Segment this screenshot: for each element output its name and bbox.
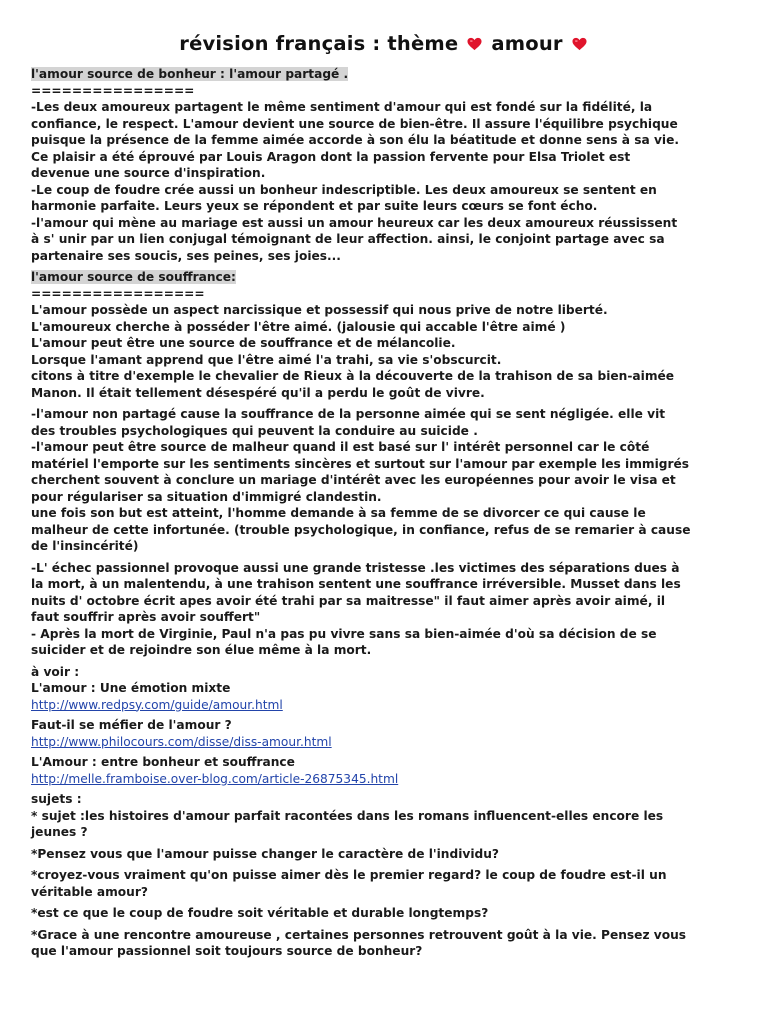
subject-item bbox=[31, 808, 743, 841]
subject-item bbox=[31, 905, 743, 922]
paragraph-line: - Après la mort de Virginie, Paul n'a pas pu vivre sans sa bien-aimée d'où sa décision de se bbox=[31, 626, 657, 641]
paragraph-line: confiance, le respect. L'amour devient une source de bien-être. Il assure l'équilibre psychique bbox=[31, 116, 678, 131]
subject-line: *Pensez vous que l'amour puisse changer le caractère de l'individu? bbox=[31, 846, 499, 861]
document-body bbox=[31, 66, 743, 960]
paragraph-line: harmonie parfaite. Leurs yeux se répondent et par suite leurs cœurs se font écho. bbox=[31, 199, 598, 213]
resource-item bbox=[31, 754, 743, 787]
section-heading-souffrance: l'amour source de souffrance: bbox=[31, 270, 236, 284]
resource-link[interactable]: http://www.philocours.com/disse/diss-amour.html bbox=[31, 734, 332, 749]
paragraph-line: partenaire ses soucis, ses peines, ses joies... bbox=[31, 248, 341, 263]
heart-icon bbox=[572, 37, 587, 51]
title-text-part2: amour bbox=[491, 32, 563, 55]
subject-item bbox=[31, 846, 743, 863]
paragraph-line: la mort, à un malentendu, à une trahison sentent une souffrance irréversible. Musset dans les bbox=[31, 577, 681, 591]
paragraph-line: -Le coup de foudre crée aussi un bonheur indescriptible. Les deux amoureux se sentent en bbox=[31, 182, 657, 197]
section-souffrance-text-b bbox=[31, 406, 743, 555]
subject-line: *Grace à une rencontre amoureuse , certaines personnes retrouvent goût à la vie. Pensez vous bbox=[31, 927, 687, 942]
paragraph-line: suicider et de rejoindre son élue même à la mort. bbox=[31, 643, 372, 657]
page-title bbox=[0, 32, 768, 55]
subject-line: *croyez-vous vraiment qu'on puisse aimer dès le premier regard? le coup de foudre est-il un bbox=[31, 868, 667, 882]
resource-title: L'amour : Une émotion mixte bbox=[31, 681, 231, 695]
subject-item bbox=[31, 867, 743, 900]
subjects-label: sujets : bbox=[31, 792, 82, 806]
section-bonheur-text bbox=[31, 99, 743, 264]
resources-label: à voir : bbox=[31, 664, 80, 679]
paragraph-line: matériel l'emporte sur les sentiments sincères et surtout sur l'amour par exemple les immigrés bbox=[31, 456, 690, 471]
resource-item bbox=[31, 717, 743, 750]
paragraph-line: L'amoureux cherche à posséder l'être aimé. (jalousie qui accable l'être aimé ) bbox=[31, 319, 566, 334]
paragraph-line: malheur de cette infortunée. (trouble psychologique, in confiance, refus de se remarier à cause bbox=[31, 522, 691, 537]
subject-line: jeunes ? bbox=[31, 825, 88, 839]
separator-line: ================ bbox=[31, 83, 195, 98]
resource-title: Faut-il se méfier de l'amour ? bbox=[31, 718, 232, 732]
paragraph-line: Ce plaisir a été éprouvé par Louis Aragon dont la passion fervente pour Elsa Triolet est bbox=[31, 149, 631, 164]
paragraph-line: L'amour peut être une source de souffrance et de mélancolie. bbox=[31, 336, 456, 350]
paragraph-line: puisque la présence de la femme aimée accorde à son élu la béatitude et donne sens à sa vie. bbox=[31, 133, 680, 147]
paragraph-line: de l'insincérité) bbox=[31, 539, 139, 553]
resource-title: L'Amour : entre bonheur et souffrance bbox=[31, 755, 295, 769]
paragraph-line: cherchent souvent à conclure un mariage d'intérêt avec les européennes pour avoir le visa et bbox=[31, 473, 676, 487]
resource-link[interactable]: http://www.redpsy.com/guide/amour.html bbox=[31, 697, 283, 712]
resource-item bbox=[31, 680, 743, 713]
paragraph-line: faut souffrir après avoir souffert" bbox=[31, 610, 261, 624]
section-souffrance-text-a bbox=[31, 302, 743, 401]
paragraph-line: une fois son but est atteint, l'homme demande à sa femme de se divorcer ce qui cause le bbox=[31, 506, 646, 520]
paragraph-line: citons à titre d'exemple le chevalier de Rieux à la découverte de la trahison de sa bien-aimée bbox=[31, 369, 675, 383]
section-heading-bonheur: l'amour source de bonheur : l'amour partagé . bbox=[31, 67, 349, 81]
title-text-part1: révision français : thème bbox=[179, 32, 459, 55]
paragraph-line: -l'amour non partagé cause la souffrance de la personne aimée qui se sent négligée. elle vit bbox=[31, 407, 666, 421]
subject-line: véritable amour? bbox=[31, 884, 148, 899]
paragraph-line: -l'amour qui mène au mariage est aussi un amour heureux car les deux amoureux réussissent bbox=[31, 215, 678, 230]
section-souffrance-text-c bbox=[31, 560, 743, 659]
paragraph-line: nuits d' octobre écrit apes avoir été trahi par sa maitresse" il faut aimer après avoir aimé, il bbox=[31, 593, 666, 608]
paragraph-line: pour régulariser sa situation d'immigré clandestin. bbox=[31, 489, 382, 504]
paragraph-line: -L' échec passionnel provoque aussi une grande tristesse .les victimes des séparations dues à bbox=[31, 560, 680, 575]
subject-line: * sujet :les histoires d'amour parfait racontées dans les romans influencent-elles encore les bbox=[31, 808, 664, 823]
paragraph-line: devenue une source d'inspiration. bbox=[31, 166, 266, 180]
paragraph-line: -Les deux amoureux partagent le même sentiment d'amour qui est fondé sur la fidélité, la bbox=[31, 100, 653, 114]
paragraph-line: à s' unir par un lien conjugal témoignant de leur affection. ainsi, le conjoint partage avec sa bbox=[31, 232, 665, 246]
paragraph-line: des troubles psychologiques qui peuvent la conduire au suicide . bbox=[31, 423, 478, 438]
paragraph-line: -l'amour peut être source de malheur quand il est basé sur l' intérêt personnel car le côté bbox=[31, 440, 650, 454]
subject-line: *est ce que le coup de foudre soit véritable et durable longtemps? bbox=[31, 906, 489, 920]
paragraph-line: L'amour possède un aspect narcissique et possessif qui nous prive de notre liberté. bbox=[31, 303, 608, 317]
separator-line: ================= bbox=[31, 286, 205, 301]
subject-line: que l'amour passionnel soit toujours source de bonheur? bbox=[31, 944, 423, 958]
subject-item bbox=[31, 927, 743, 960]
heart-icon bbox=[467, 37, 482, 51]
resource-link[interactable]: http://melle.framboise.over-blog.com/article-26875345.html bbox=[31, 771, 399, 786]
paragraph-line: Manon. Il était tellement désespéré qu'il a perdu le goût de vivre. bbox=[31, 385, 485, 400]
paragraph-line: Lorsque l'amant apprend que l'être aimé l'a trahi, sa vie s'obscurcit. bbox=[31, 352, 502, 367]
